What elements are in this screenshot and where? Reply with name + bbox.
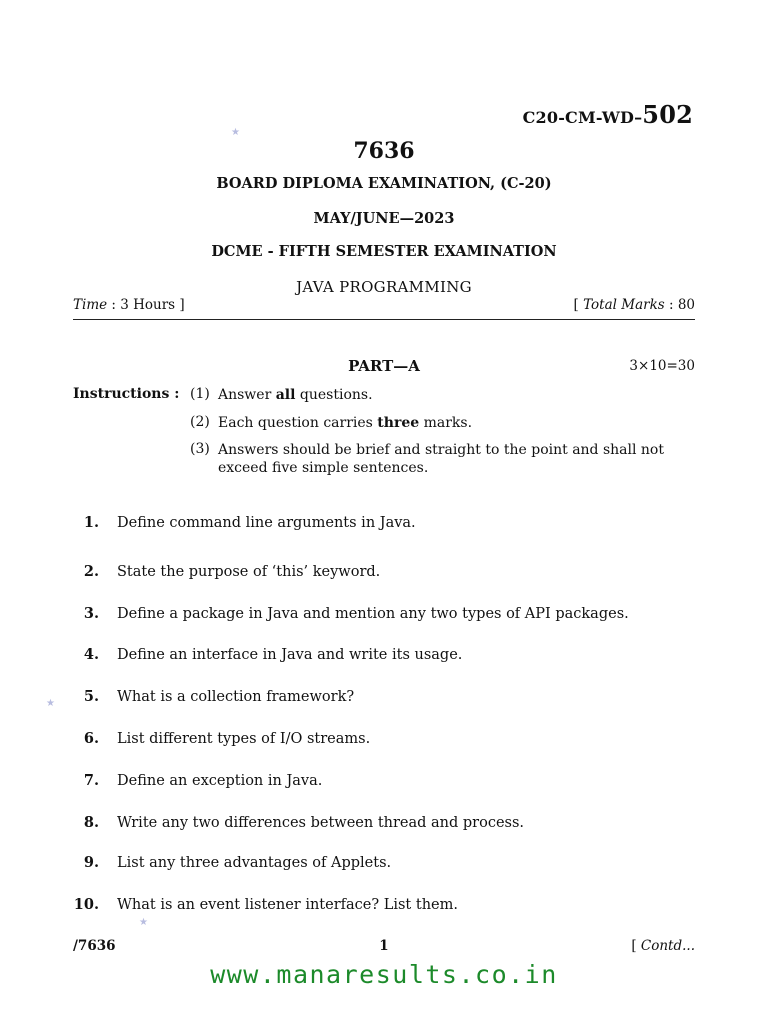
question-item bbox=[73, 563, 380, 580]
question-item bbox=[73, 772, 322, 789]
question-number: 8. bbox=[83, 814, 99, 831]
exam-title: BOARD DIPLOMA EXAMINATION, (C-20) bbox=[216, 175, 552, 192]
paper-code: 7636 bbox=[353, 138, 415, 164]
question-item bbox=[73, 688, 354, 705]
question-number: 2. bbox=[83, 563, 99, 580]
question-text: What is an event listener interface? List them. bbox=[117, 897, 458, 913]
instruction-emphasis: all bbox=[275, 387, 296, 403]
question-item bbox=[73, 814, 524, 831]
question-number: 3. bbox=[83, 605, 99, 622]
instruction-text: Answers should be brief and straight to the point and shall not exceed five simple sentences. bbox=[218, 442, 664, 476]
question-number: 1. bbox=[83, 514, 99, 531]
instruction-number: (1) bbox=[190, 386, 210, 402]
instruction-item bbox=[190, 441, 688, 477]
subject-title: JAVA PROGRAMMING bbox=[296, 278, 472, 296]
question-item bbox=[73, 730, 370, 747]
time-label: Time bbox=[73, 297, 108, 313]
instruction-text: Answer bbox=[218, 387, 276, 403]
question-text: Define an interface in Java and write its usage. bbox=[117, 647, 463, 663]
instruction-text: questions. bbox=[295, 387, 373, 403]
instructions-label: Instructions : bbox=[73, 386, 180, 402]
instruction-item bbox=[190, 414, 688, 432]
website-watermark: www.manaresults.co.in bbox=[210, 960, 558, 989]
marks-open: [ bbox=[573, 297, 584, 313]
part-title: PART—A bbox=[348, 357, 420, 375]
time-allowed bbox=[73, 297, 185, 313]
continued-note bbox=[631, 938, 695, 954]
question-item bbox=[73, 605, 629, 622]
question-text: State the purpose of ‘this’ keyword. bbox=[117, 564, 381, 580]
question-number: 10. bbox=[73, 896, 99, 913]
semester-title: DCME - FIFTH SEMESTER EXAMINATION bbox=[211, 243, 557, 260]
continued-text: Contd... bbox=[640, 938, 695, 954]
footer-paper-code: /7636 bbox=[73, 938, 116, 954]
question-number: 7. bbox=[83, 772, 99, 789]
instruction-text: marks. bbox=[419, 415, 473, 431]
page-number: 1 bbox=[379, 938, 389, 954]
instruction-text: Each question carries bbox=[218, 415, 378, 431]
instruction-item bbox=[190, 386, 688, 404]
question-item bbox=[73, 514, 416, 531]
marks-value: : 80 bbox=[664, 297, 695, 313]
question-number: 6. bbox=[83, 730, 99, 747]
question-text: List any three advantages of Applets. bbox=[117, 855, 392, 871]
question-text: Define an exception in Java. bbox=[117, 773, 323, 789]
question-item bbox=[73, 896, 458, 913]
total-marks bbox=[574, 297, 695, 313]
question-text: Define command line arguments in Java. bbox=[117, 515, 416, 531]
star-mark-icon: ★ bbox=[46, 698, 55, 709]
instruction-emphasis: three bbox=[377, 415, 420, 431]
header-divider bbox=[73, 319, 695, 320]
code-prefix: C20-CM-WD– bbox=[522, 108, 643, 127]
instruction-number: (2) bbox=[190, 414, 210, 430]
question-item bbox=[73, 854, 391, 871]
star-mark-icon: ★ bbox=[139, 917, 148, 928]
continued-open: [ bbox=[631, 938, 641, 954]
part-marks: 3×10=30 bbox=[629, 358, 695, 374]
marks-label: Total Marks bbox=[583, 297, 665, 313]
question-number: 4. bbox=[83, 646, 99, 663]
question-number: 9. bbox=[83, 854, 99, 871]
question-item bbox=[73, 646, 462, 663]
instruction-number: (3) bbox=[190, 441, 210, 457]
question-number: 5. bbox=[83, 688, 99, 705]
code-number: 502 bbox=[642, 100, 693, 129]
question-text: List different types of I/O streams. bbox=[117, 731, 371, 747]
question-paper-code bbox=[523, 100, 693, 129]
question-text: Define a package in Java and mention any two types of API packages. bbox=[117, 606, 629, 622]
exam-session: MAY/JUNE—2023 bbox=[313, 210, 455, 227]
star-mark-icon: ★ bbox=[231, 127, 240, 138]
question-text: Write any two differences between thread and process. bbox=[117, 815, 525, 831]
question-text: What is a collection framework? bbox=[117, 689, 355, 705]
time-value: : 3 Hours ] bbox=[107, 297, 185, 313]
